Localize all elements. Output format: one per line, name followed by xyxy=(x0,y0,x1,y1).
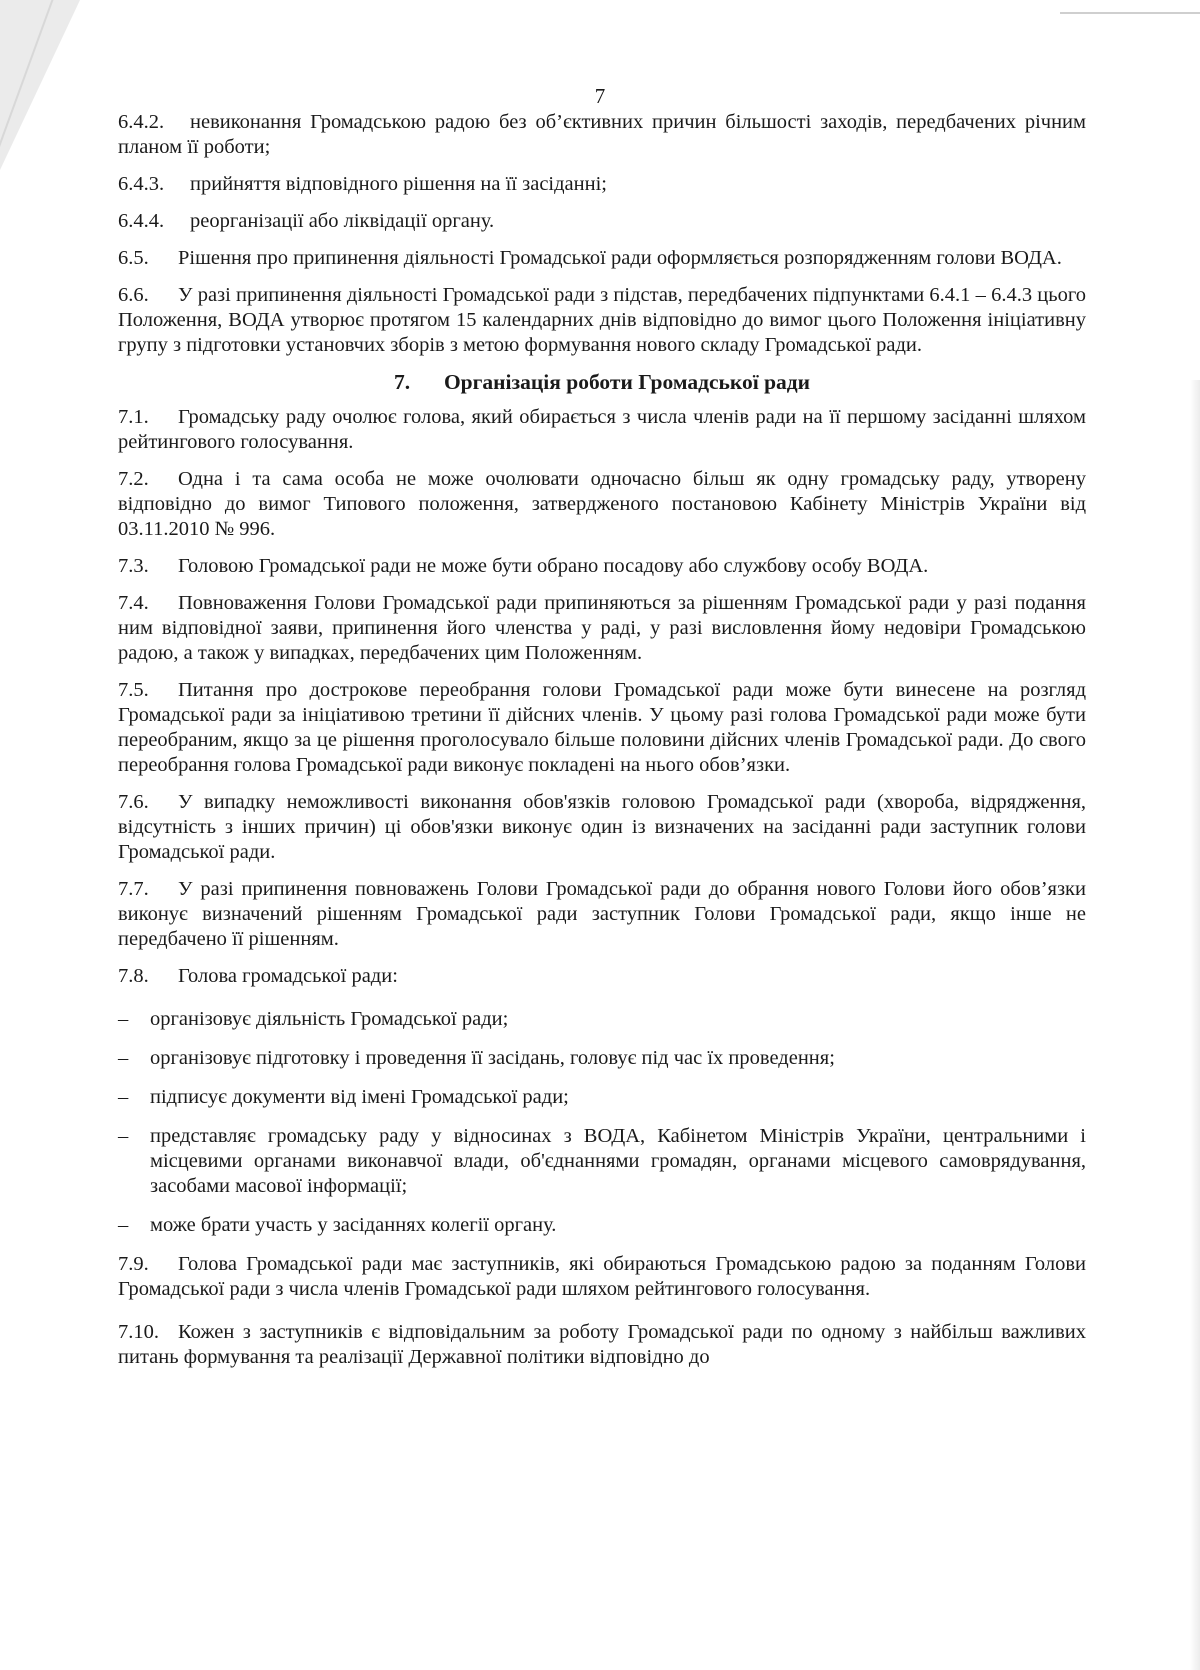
clause-number: 7.9. xyxy=(118,1253,149,1275)
clause-text: Голова громадської ради: xyxy=(178,965,398,987)
clause-text: Питання про дострокове переобрання голови Громадської ради може бути винесене на розгляд Громадської ради за ініціативою третини її дійсних членів. У цьому разі голова Громадської ради може бути переобраним, якщо за це рішення проголосувало більше половини дійсних членів Громадської ради. До свого переобрання голова Громадської ради виконує покладені на нього обов’язки. xyxy=(118,679,1086,776)
clause-7-1 xyxy=(118,405,1086,455)
clause-7-4 xyxy=(118,591,1086,666)
clause-text: Громадську раду очолює голова, який обирається з числа членів ради на її першому засіданні шляхом рейтингового голосування. xyxy=(118,406,1086,453)
clause-6-4-4 xyxy=(118,209,1086,234)
clause-text: Голова Громадської ради має заступників, які обираються Громадською радою за поданням Голови Громадської ради з числа членів Громадської ради шляхом рейтингового голосування. xyxy=(118,1253,1086,1300)
clause-number: 7.1. xyxy=(118,406,149,428)
clause-text: У випадку неможливості виконання обов'язків головою Громадської ради (хвороба, відрядження, відсутність з інших причин) ці обов'язки виконує один із визначених на засіданні ради заступник голови Громадської ради. xyxy=(118,791,1086,863)
clause-text: Рішення про припинення діяльності Громадської ради оформляється розпорядженням голови ВОДА. xyxy=(178,247,1062,269)
bullet-item xyxy=(118,1124,1086,1199)
clause-7-9 xyxy=(118,1252,1086,1302)
clause-text: Головою Громадської ради не може бути обрано посадову або службову особу ВОДА. xyxy=(178,555,929,577)
document-body xyxy=(118,110,1086,1382)
clause-6-4-3 xyxy=(118,172,1086,197)
clause-7-6 xyxy=(118,790,1086,865)
clause-number: 6.4.4. xyxy=(118,210,165,232)
clause-number: 7.10. xyxy=(118,1321,159,1343)
clause-7-7 xyxy=(118,877,1086,952)
dash-bullet: – xyxy=(118,1008,129,1030)
section-number: 7. xyxy=(393,370,411,394)
clause-text: У разі припинення діяльності Громадської ради з підстав, передбачених підпунктами 6.4.1 – 6.4.3 цього Положення, ВОДА утворює протягом 15 календарних днів відповідно до вимог цього Положення ініціативну групу з підготовки установчих зборів з метою формування нового складу Громадської ради. xyxy=(118,284,1086,356)
dash-bullet: – xyxy=(118,1086,129,1108)
bullet-item xyxy=(118,1085,1086,1110)
clause-7-3 xyxy=(118,554,1086,579)
scan-edge-top-right xyxy=(1060,12,1200,14)
clause-text: У разі припинення повноважень Голови Громадської ради до обрання нового Голови його обов’язки виконує визначений рішенням Громадської ради заступник Голови Громадської ради, якщо інше не передбачено її рішенням. xyxy=(118,878,1086,950)
bullet-text: представляє громадську раду у відносинах з ВОДА, Кабінетом Міністрів України, центральними і місцевими органами виконавчої влади, об'єднаннями громадян, органами місцевого самоврядування, засобами масової інформації; xyxy=(150,1125,1086,1197)
bullet-text: може брати участь у засіданнях колегії органу. xyxy=(150,1214,557,1236)
clause-number: 6.6. xyxy=(118,284,149,306)
clause-number: 7.2. xyxy=(118,468,149,490)
bullet-item xyxy=(118,1213,1086,1238)
bullet-item xyxy=(118,1046,1086,1071)
clause-text: Повноваження Голови Громадської ради припиняються за рішенням Громадської ради у разі подання ним відповідної заяви, припинення його членства у раді, у разі висловлення йому недовіри Громадською радою, а також у випадках, передбачених цим Положенням. xyxy=(118,592,1086,664)
scan-shadow-right xyxy=(1190,380,1200,1670)
clause-number: 7.3. xyxy=(118,555,149,577)
dash-bullet: – xyxy=(118,1047,129,1069)
clause-7-5 xyxy=(118,678,1086,778)
clause-number: 7.6. xyxy=(118,791,149,813)
dash-bullet: – xyxy=(118,1125,129,1147)
clause-number: 6.4.3. xyxy=(118,173,165,195)
dash-bullet: – xyxy=(118,1214,129,1236)
bullet-item xyxy=(118,1007,1086,1032)
clause-text: Кожен з заступників є відповідальним за роботу Громадської ради по одному з найбільш важливих питань формування та реалізації Державної політики відповідно до xyxy=(118,1321,1086,1368)
clause-text: реорганізації або ліквідації органу. xyxy=(190,210,495,232)
clause-6-5 xyxy=(118,246,1086,271)
clause-number: 7.4. xyxy=(118,592,149,614)
bullet-text: організовує діяльність Громадської ради; xyxy=(150,1008,509,1030)
section-heading xyxy=(118,370,1086,395)
clause-number: 7.7. xyxy=(118,878,149,900)
clause-number: 6.4.2. xyxy=(118,111,165,133)
clause-7-2 xyxy=(118,467,1086,542)
clause-number: 7.5. xyxy=(118,679,149,701)
clause-number: 6.5. xyxy=(118,247,149,269)
clause-text: невиконання Громадською радою без об’єктивних причин більшості заходів, передбачених річним планом її роботи; xyxy=(118,111,1086,158)
bullet-text: організовує підготовку і проведення її засідань, головує під час їх проведення; xyxy=(150,1047,835,1069)
clause-6-4-2 xyxy=(118,110,1086,160)
section-title: Організація роботи Громадської ради xyxy=(443,370,811,394)
bullet-text: підписує документи від імені Громадської ради; xyxy=(150,1086,569,1108)
clause-number: 7.8. xyxy=(118,965,149,987)
page-number: 7 xyxy=(594,84,606,108)
clause-6-6 xyxy=(118,283,1086,358)
clause-text: Одна і та сама особа не може очолювати одночасно більш як одну громадську раду, утворену відповідно до вимог Типового положення, затвердженого постановою Кабінету Міністрів України від 03.11.2010 № 996. xyxy=(118,468,1086,540)
clause-text: прийняття відповідного рішення на її засіданні; xyxy=(190,173,607,195)
clause-7-10 xyxy=(118,1320,1086,1370)
clause-7-8 xyxy=(118,964,1086,989)
